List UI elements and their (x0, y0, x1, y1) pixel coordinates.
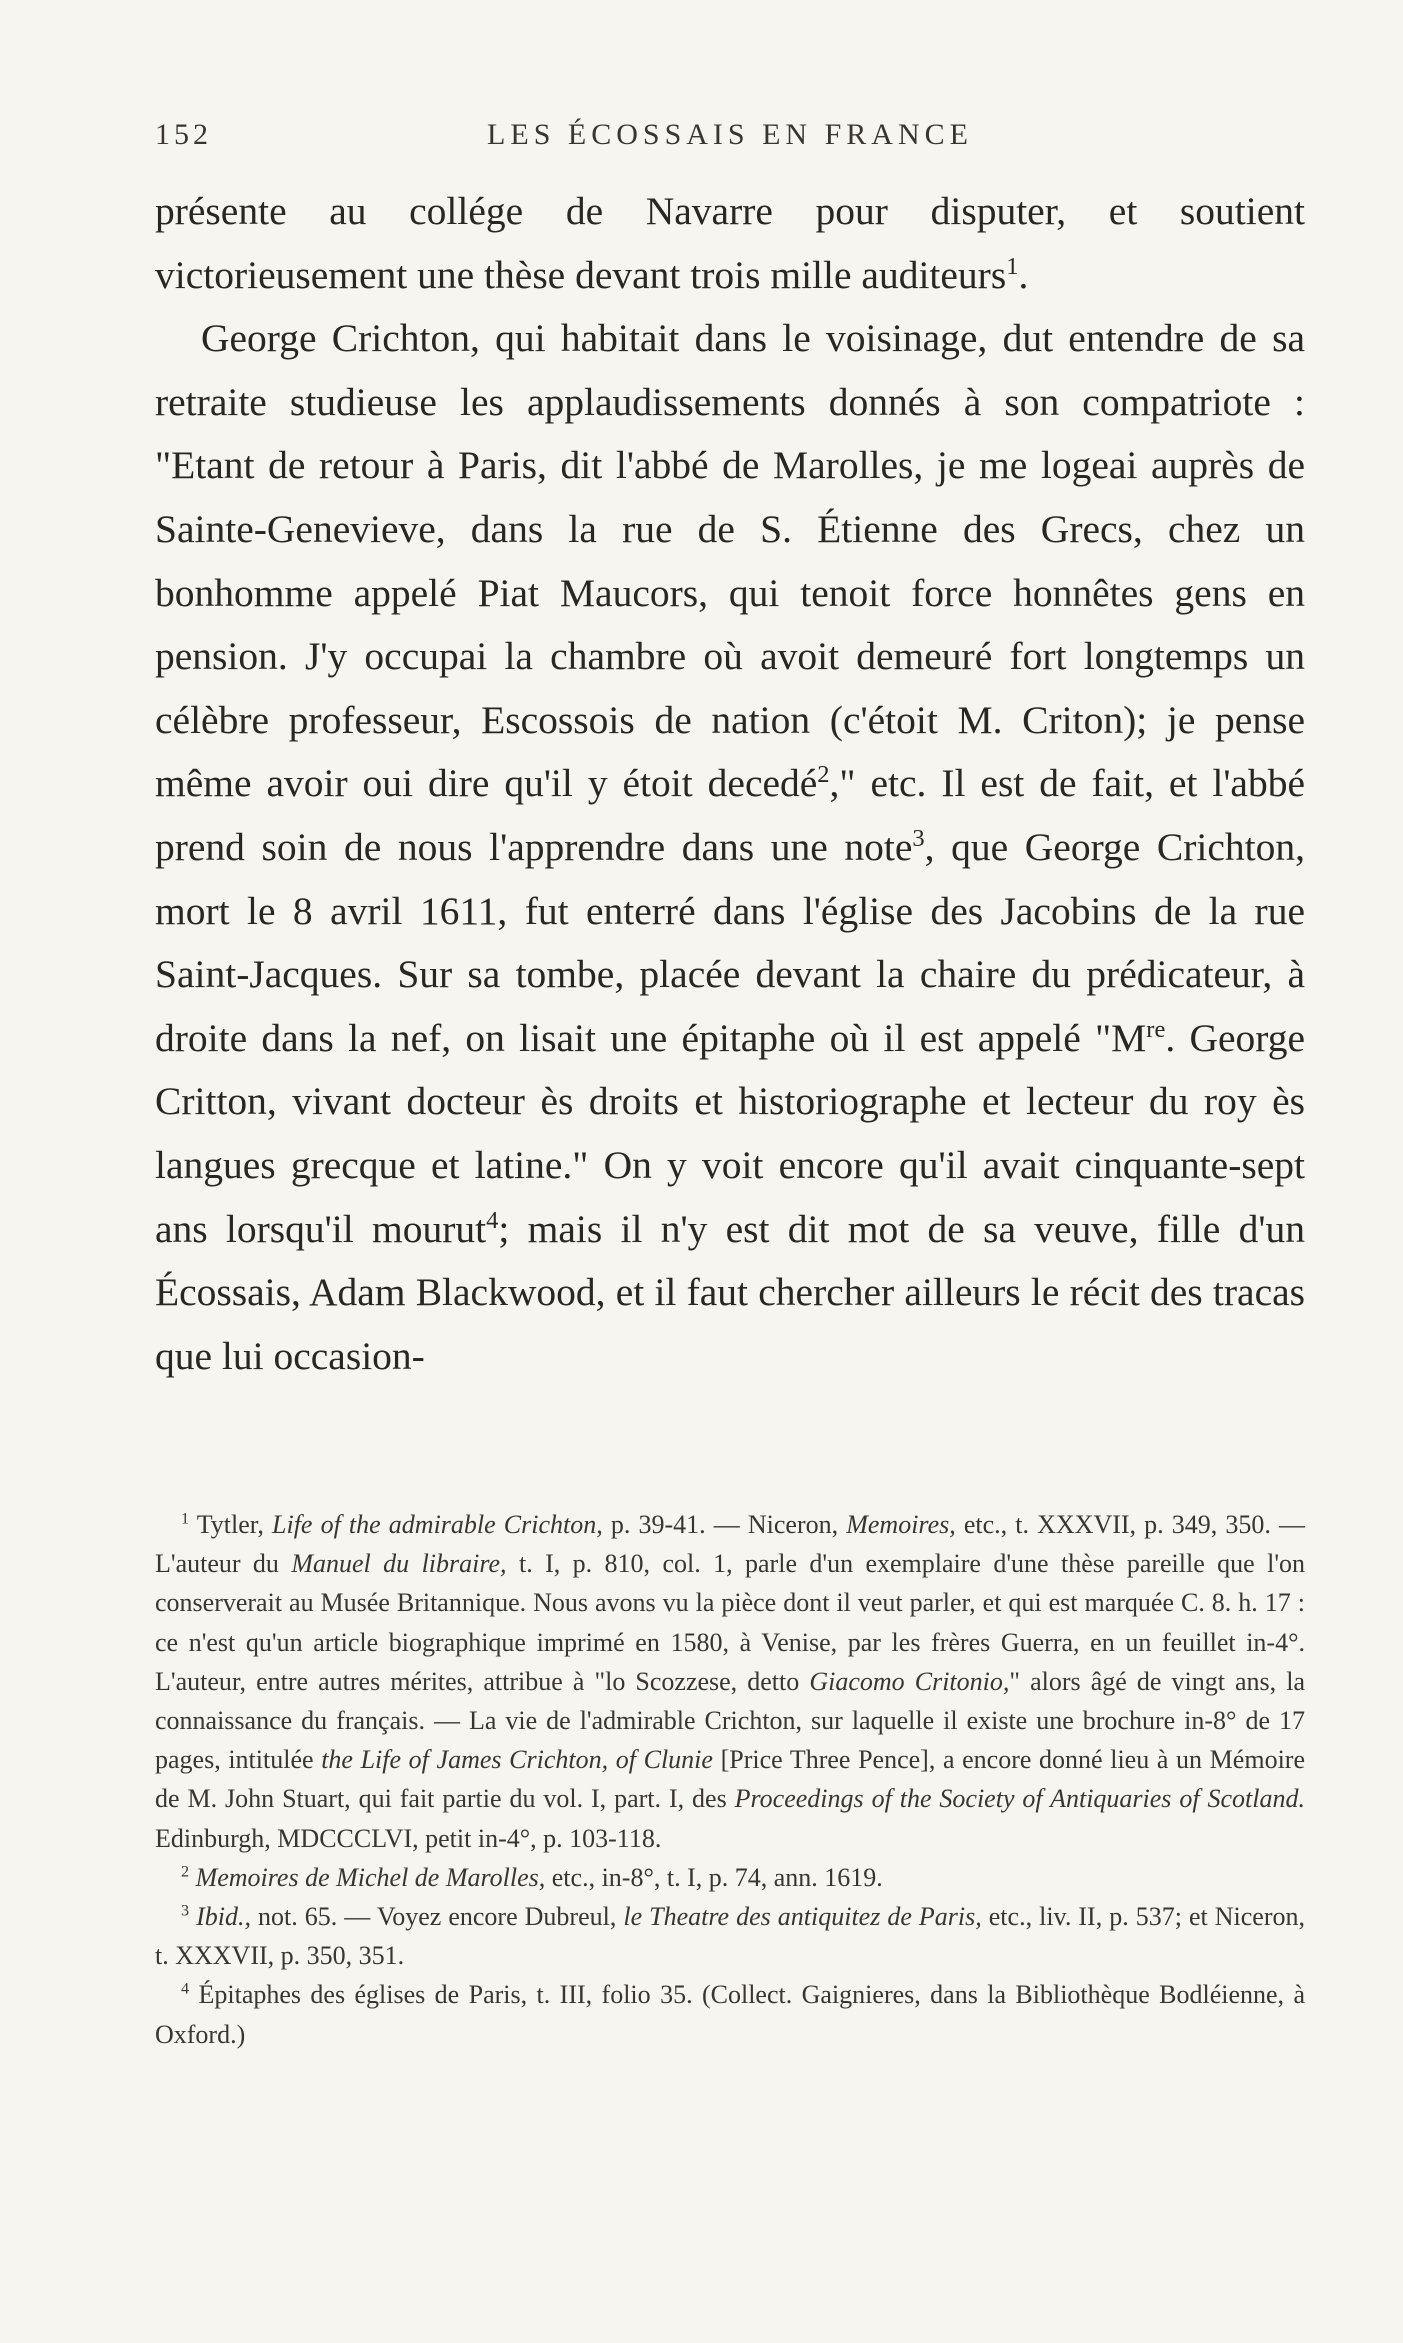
footnote-text: Tytler, (196, 1510, 273, 1539)
footnote (155, 1897, 1305, 1975)
footnote-text: not. 65. — Voyez encore Dubreul, (250, 1902, 624, 1932)
footnote-title: Life of the admirable Crichton, (272, 1510, 603, 1539)
superscript-abbrev: re (1146, 1015, 1166, 1043)
footnote-text: [Price Three Pence], a encore donné lieu à un Mémoire de M. John Stuart, qui fait partie du vol. I, part. I, des (155, 1745, 1305, 1814)
page-header (155, 118, 1305, 168)
footnote-title: Manuel du libraire, (291, 1549, 507, 1579)
footnote (155, 1858, 1305, 1897)
footnote-title: Ibid., (196, 1902, 251, 1932)
body-text (155, 180, 1305, 1388)
footnote-number: 2 (181, 1863, 190, 1881)
footnote-title: Memoires de Michel de Marolles, (195, 1862, 546, 1892)
footnote-ref: 4 (486, 1206, 499, 1234)
paragraph-text: . (1018, 252, 1029, 297)
footnote-ref: 2 (817, 761, 830, 789)
paragraph-text: présente au collége de Navarre pour disputer, et soutient victorieusement une thèse devant trois mille auditeurs (155, 189, 1305, 297)
footnote-number: 4 (181, 1980, 190, 1998)
paragraph (155, 307, 1305, 1388)
footnote-title: Giacomo Critonio, (809, 1666, 1010, 1696)
footnote-text: etc., t. XXXVII, p. 349, 350. — L'auteur du (155, 1510, 1306, 1579)
footnotes (155, 1505, 1305, 2054)
footnote-number: 1 (181, 1510, 190, 1528)
footnote (155, 1505, 1305, 1858)
paragraph-text: ; mais il n'y est dit mot de sa veuve, fille d'un Écossais, Adam Blackwood, et il faut chercher ailleurs le récit des tracas que lui occasion- (155, 1206, 1305, 1378)
footnote (155, 1975, 1305, 2053)
footnote-text: t. I, p. 810, col. 1, parle d'un exemplaire d'une thèse pareille que l'on conserverait au Musée Britannique. Nous avons vu la pièce dont il veut parler, et qui est marquée C. 8. h. 17 : ce n'est qu'un article biographique imprimé en 1580, à Venise, par les frères Guerra, en un feuillet in-4°. L'auteur, entre autres mérites, attribue à "lo Scozzese, detto (155, 1549, 1306, 1696)
footnote-title: the Life of James Crichton, of Clunie (321, 1745, 713, 1775)
paragraph-text: ," etc. Il est de fait, et l'abbé prend soin de nous l'apprendre dans une note (155, 761, 1305, 869)
footnote-text: Edinburgh, MDCCCLVI, petit in-4°, p. 103-118. (155, 1823, 662, 1853)
paragraph-text: George Crichton, qui habitait dans le voisinage, dut entendre de sa retraite studieuse les applaudissements donnés à son compatriote : "Etant de retour à Paris, dit l'abbé de Marolles, je me logeai auprès de Sainte-Genevieve, dans la rue de S. Étienne des Grecs, chez un bonhomme appelé Piat Maucors, qui tenoit force honnêtes gens en pension. J'y occupai la chambre où avoit demeuré fort longtemps un célèbre professeur, Escossois de nation (c'étoit M. Criton); je pense même avoir oui dire qu'il y étoit decedé (155, 316, 1305, 806)
page-number: 152 (155, 118, 212, 151)
footnote-text: " alors âgé de vingt ans, la connaissance du français. — La vie de l'admirable Crichton, sur laquelle il existe une brochure in-8° de 17 pages, intitulée (155, 1666, 1305, 1775)
footnote-text: Épitaphes des églises de Paris, t. III, folio 35. (Collect. Gaignieres, dans la Bibliothèque Bodléienne, à Oxford.) (155, 1980, 1306, 2049)
footnote-title: Proceedings of the Society of Antiquaries of Scotland. (734, 1784, 1305, 1814)
footnote-text: etc., in-8°, t. I, p. 74, ann. 1619. (545, 1862, 883, 1892)
paragraph (155, 180, 1305, 307)
footnote-ref: 3 (912, 824, 925, 852)
running-title: LES ÉCOSSAIS EN FRANCE (487, 118, 973, 151)
footnote-number: 3 (181, 1902, 190, 1920)
paragraph-text: , que George Crichton, mort le 8 avril 1611, fut enterré dans l'église des Jacobins de la rue Saint-Jacques. Sur sa tombe, placée devant la chaire du prédicateur, à droite dans la nef, on lisait une épitaphe où il est appelé "M (155, 824, 1306, 1060)
footnote-title: Memoires, (846, 1510, 956, 1539)
footnote-ref: 1 (1006, 252, 1019, 280)
footnote-title: le Theatre des antiquitez de Paris, (623, 1902, 982, 1932)
footnote-text: etc., liv. II, p. 537; et Niceron, t. XXXVII, p. 350, 351. (155, 1902, 1305, 1971)
footnote-text: p. 39-41. — Niceron, (602, 1510, 847, 1539)
paragraph-text: . George Critton, vivant docteur ès droits et historiographe et lecteur du roy ès langues grecque et latine." On y voit encore qu'il avait cinquante-sept ans lorsqu'il mourut (155, 1015, 1305, 1251)
